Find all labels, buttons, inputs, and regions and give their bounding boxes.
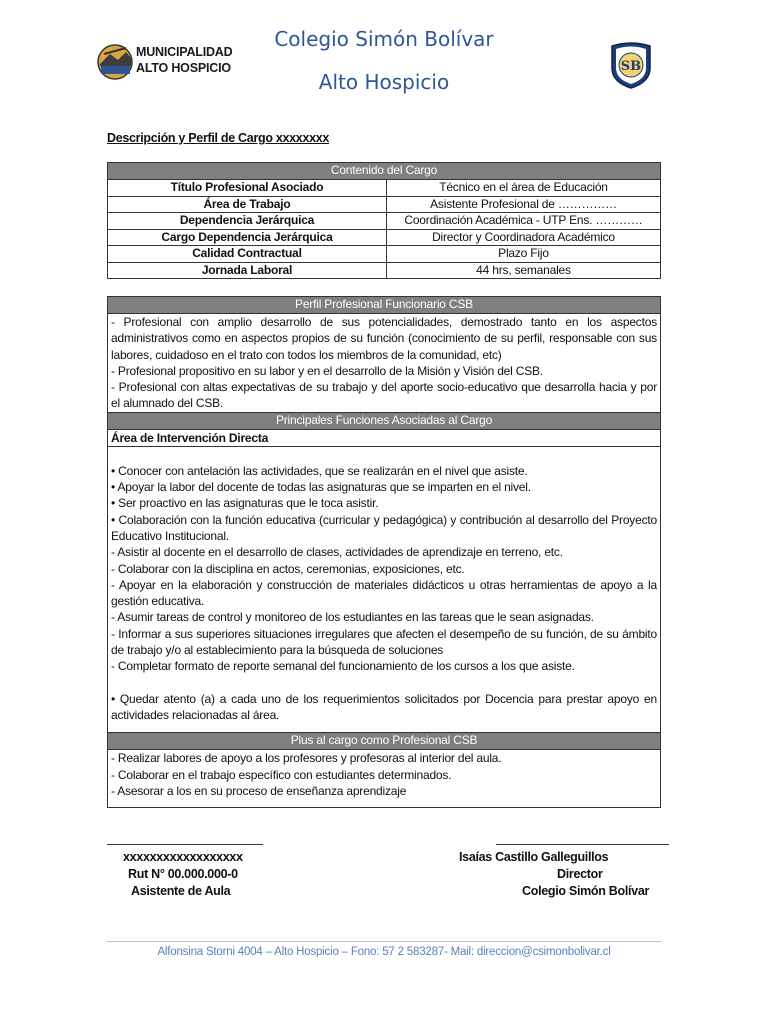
cargo-value: Director y Coordinadora Académico bbox=[387, 229, 661, 246]
funcion-line: - Informar a sus superiores situaciones irregulares que afecten el desempeño de su función, de su ámbito de trabajo y/o al establecimiento para la búsqueda de soluciones bbox=[111, 626, 657, 658]
cargo-value: Asistente Profesional de …………… bbox=[387, 196, 661, 213]
document-heading: Descripción y Perfil de Cargo xxxxxxxx bbox=[107, 131, 330, 145]
table-row bbox=[108, 246, 661, 263]
cargo-label: Cargo Dependencia Jerárquica bbox=[108, 229, 387, 246]
logo-line-1: MUNICIPALIDAD bbox=[136, 45, 233, 59]
cargo-label: Jornada Laboral bbox=[108, 262, 387, 279]
signature-right-name: Isaías Castillo Galleguillos bbox=[459, 850, 609, 864]
footer-address: Alfonsina Storni 4004 – Alto Hospicio – Fono: 57 2 583287- Mail: direccion@csimonbolivar.cl bbox=[157, 946, 611, 958]
shield-icon bbox=[608, 40, 654, 90]
perfil-content bbox=[108, 314, 660, 412]
cargo-label: Título Profesional Asociado bbox=[108, 180, 387, 197]
cargo-value: Técnico en el área de Educación bbox=[387, 180, 661, 197]
table-row bbox=[108, 180, 661, 197]
cargo-value: Plazo Fijo bbox=[387, 246, 661, 263]
perfil-band: Perfil Profesional Funcionario CSB bbox=[108, 297, 660, 314]
funcion-line: - Asumir tareas de control y monitoreo de los estudiantes en las tareas que le sean asignadas. bbox=[111, 610, 594, 625]
plus-band: Plus al cargo como Profesional CSB bbox=[108, 732, 660, 750]
cargo-label: Área de Trabajo bbox=[108, 196, 387, 213]
funcion-line: • Quedar atento (a) a cada uno de los requerimientos solicitados por Docencia para prestar apoyo en actividades relacionadas al área. bbox=[111, 691, 657, 722]
cargo-label: Dependencia Jerárquica bbox=[108, 213, 387, 230]
plus-content bbox=[108, 750, 660, 799]
funcion-line: • Ser proactivo en las asignaturas que le toca asistir. bbox=[111, 496, 379, 511]
cargo-value: Coordinación Académica - UTP Ens. ………… bbox=[387, 213, 661, 230]
plus-line: - Asesorar a los en su proceso de enseñanza aprendizaje bbox=[111, 783, 407, 798]
signature-left-name: xxxxxxxxxxxxxxxxxx bbox=[123, 850, 243, 864]
perfil-section bbox=[107, 296, 661, 808]
signature-left-rut: Rut N° 00.000.000-0 bbox=[128, 867, 238, 881]
funcion-line: - Asistir al docente en el desarrollo de clases, actividades de aprendizaje en terreno, etc. bbox=[111, 545, 563, 560]
signature-line-right bbox=[496, 844, 669, 845]
plus-line: - Colaborar en el trabajo específico con estudiantes determinados. bbox=[111, 767, 452, 782]
cargo-value: 44 hrs, semanales bbox=[387, 262, 661, 279]
cargo-table-band: Contenido del Cargo bbox=[108, 163, 661, 180]
footer-divider bbox=[107, 941, 661, 942]
plus-line: - Realizar labores de apoyo a los profesores y profesoras al interior del aula. bbox=[111, 751, 502, 766]
funcion-line: - Completar formato de reporte semanal del funcionamiento de los cursos a los que asiste. bbox=[111, 659, 575, 674]
funcion-line: • Conocer con antelación las actividades, que se realizarán en el nivel que asiste. bbox=[111, 463, 528, 478]
logo-line-2: ALTO HOSPICIO bbox=[136, 61, 231, 75]
csb-shield-logo bbox=[608, 40, 654, 90]
signature-line-left bbox=[107, 844, 263, 845]
funcion-line: • Colaboración con la función educativa (curricular y pedagógica) y contribución al desarrollo del Proyecto Educativo Institucional. bbox=[111, 512, 657, 543]
signature-left-role: Asistente de Aula bbox=[131, 884, 231, 898]
signature-right-org: Colegio Simón Bolívar bbox=[522, 884, 650, 898]
shield-monogram: SB bbox=[620, 59, 642, 74]
perfil-line: - Profesional propositivo en su labor y en el desarrollo de la Misión y Visión del CSB. bbox=[111, 363, 543, 378]
funciones-band: Principales Funciones Asociadas al Cargo bbox=[108, 412, 660, 430]
funcion-line: • Apoyar la labor del docente de todas las asignaturas que se imparten en el nivel. bbox=[111, 480, 531, 495]
funciones-subheading: Área de Intervención Directa bbox=[108, 430, 660, 447]
table-row bbox=[108, 196, 661, 213]
school-city: Alto Hospicio bbox=[318, 70, 450, 94]
cargo-table bbox=[107, 162, 661, 279]
funciones-content bbox=[108, 447, 660, 732]
perfil-line: - Profesional con altas expectativas de su trabajo y del aporte socio-educativo que desarrolla hacia y por el alumnado del CSB. bbox=[111, 380, 657, 411]
signature-right-role: Director bbox=[557, 867, 603, 881]
funcion-line: - Colaborar con la disciplina en actos, ceremonias, exposiciones, etc. bbox=[111, 561, 465, 576]
table-row bbox=[108, 213, 661, 230]
table-row bbox=[108, 262, 661, 279]
funcion-line: - Apoyar en la elaboración y construcción de materiales didácticos u otras herramientas de apoyo a la gestión educativa. bbox=[111, 577, 657, 609]
table-row bbox=[108, 229, 661, 246]
cargo-label: Calidad Contractual bbox=[108, 246, 387, 263]
school-title: Colegio Simón Bolívar bbox=[274, 27, 494, 51]
perfil-line: - Profesional con amplio desarrollo de sus potencialidades, demostrado tanto en los aspectos administrativos como en aspectos propios de su función (conocimiento de su perfil, responsable con sus labores, cuidadoso en el trato con todos los miembros de la comunidad, etc) bbox=[111, 315, 657, 362]
